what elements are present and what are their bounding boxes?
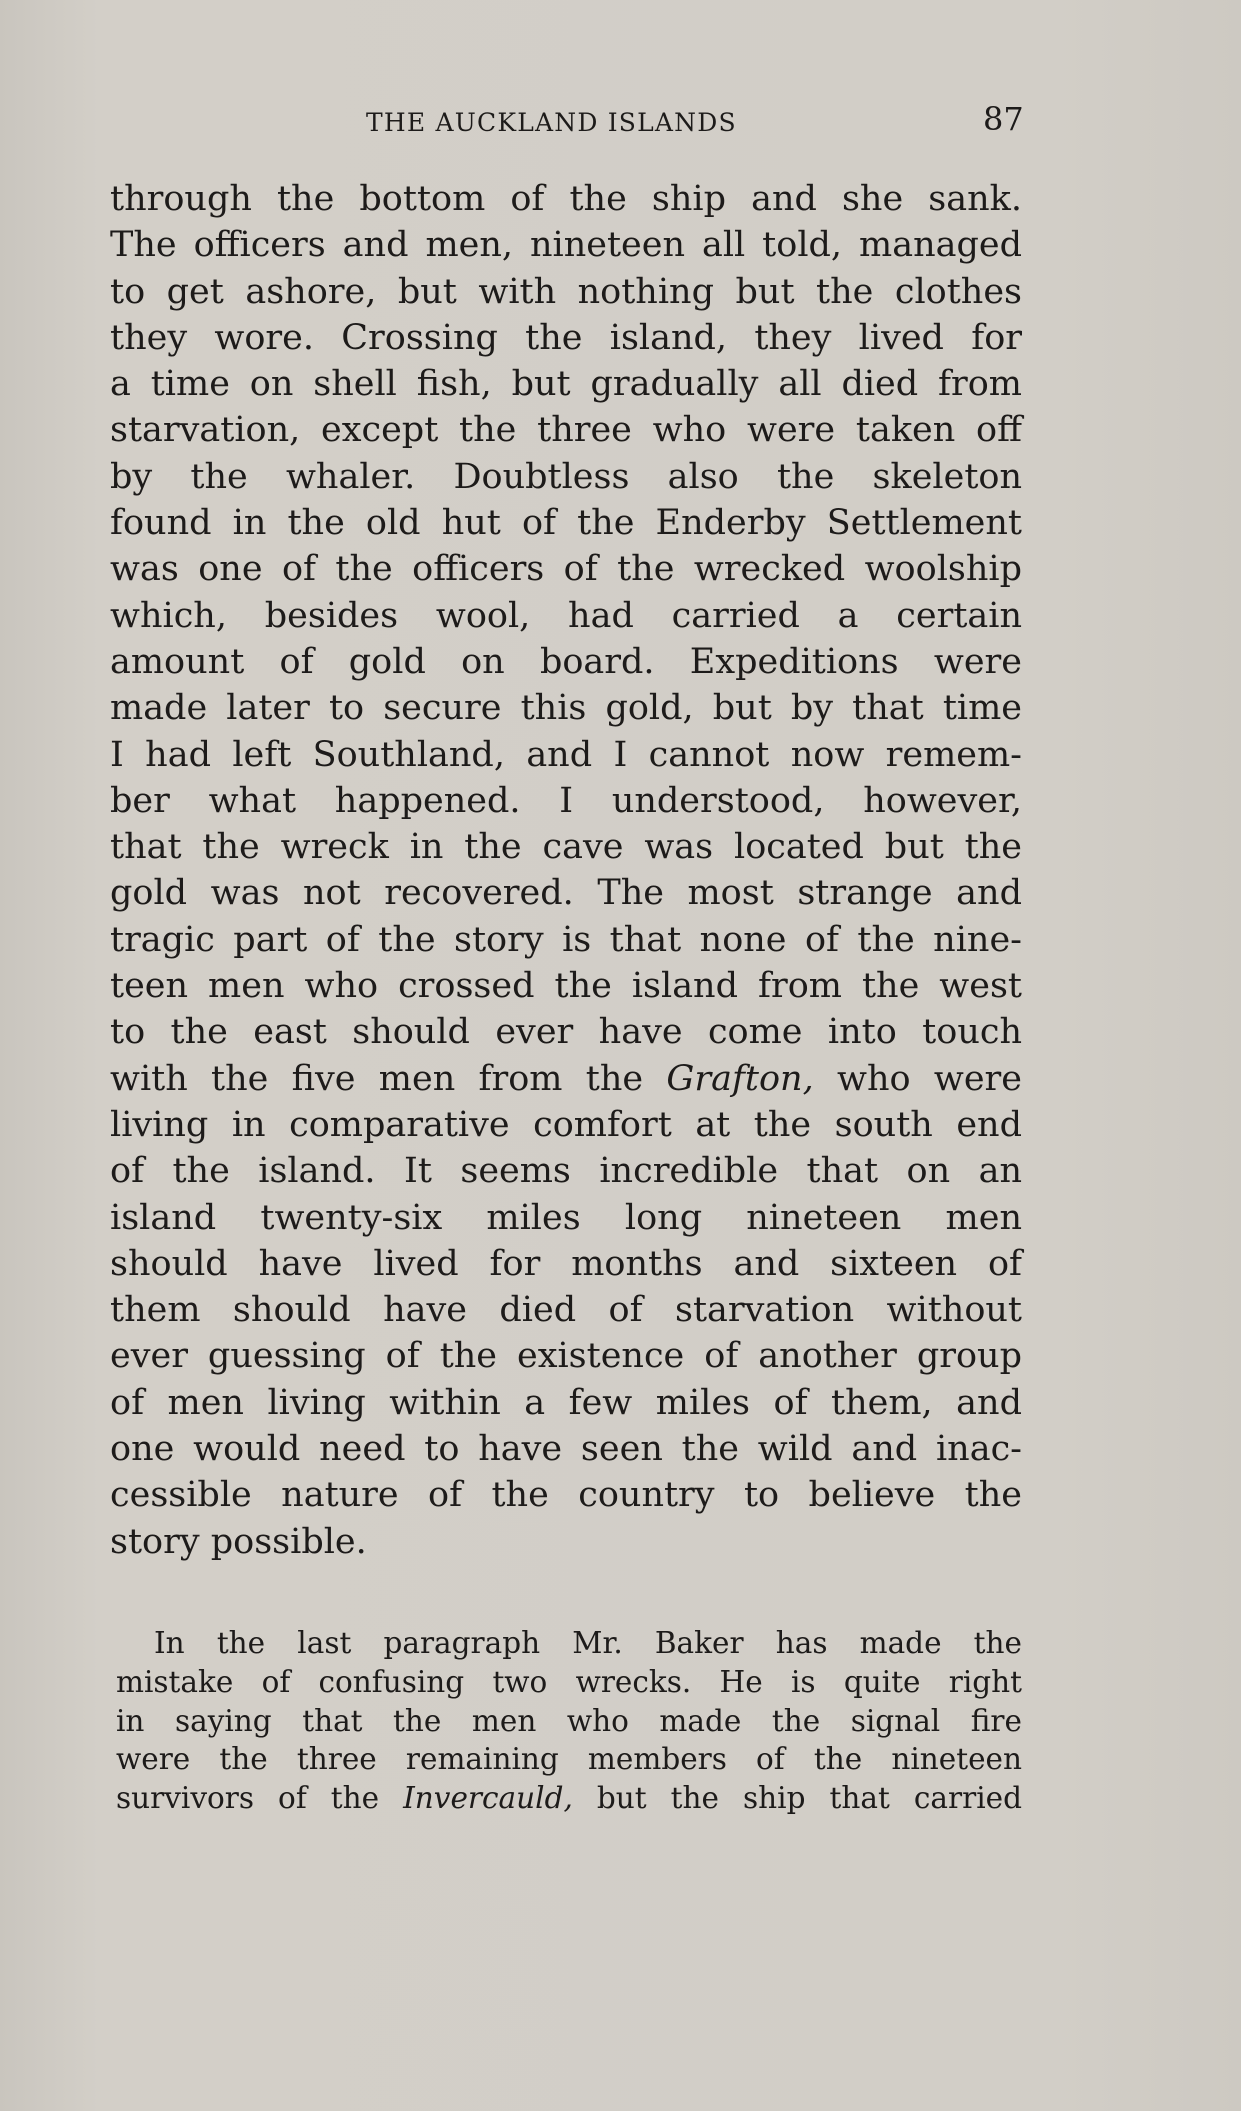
- note-line: were the three remaining members of the nineteen: [116, 1742, 1022, 1777]
- page-number: 87: [983, 100, 1024, 138]
- text-line: tragic part of the story is that none of the nine-: [110, 919, 1022, 960]
- text-line: by the whaler. Doubtless also the skeleton: [110, 456, 1022, 497]
- text-line: of men living within a few miles of them, and: [110, 1382, 1022, 1423]
- note-line: mistake of confusing two wrecks. He is quite right: [116, 1664, 1022, 1699]
- text-line: a time on shell fish, but gradually all died from: [110, 364, 1022, 405]
- text-line: I had left Southland, and I cannot now remem-: [110, 734, 1022, 775]
- text-line: that the wreck in the cave was located but the: [110, 827, 1022, 868]
- text-line: to the east should ever have come into touch: [110, 1012, 1022, 1053]
- text-line: of the island. It seems incredible that on an: [110, 1151, 1022, 1192]
- text-line-grafton: [110, 1056, 1022, 1102]
- running-head: [0, 100, 1241, 144]
- ship-name-grafton: Grafton,: [666, 1058, 814, 1099]
- text-segment: but the ship that carried: [572, 1781, 1022, 1816]
- text-line: gold was not recovered. The most strange and: [110, 873, 1022, 914]
- text-line: living in comparative comfort at the south end: [110, 1104, 1022, 1145]
- main-paragraph: [110, 176, 1022, 1565]
- note-line-invercauld: [116, 1779, 1022, 1818]
- text-line: teen men who crossed the island from the west: [110, 966, 1022, 1007]
- editorial-note: [116, 1624, 1022, 1818]
- text-line: ber what happened. I understood, however,: [110, 780, 1022, 821]
- note-line: in saying that the men who made the signal fire: [116, 1703, 1022, 1738]
- text-line: through the bottom of the ship and she sank.: [110, 179, 1022, 219]
- text-segment: who were: [813, 1058, 1022, 1099]
- text-line: island twenty-six miles long nineteen men: [110, 1197, 1022, 1238]
- text-line: ever guessing of the existence of another group: [110, 1336, 1022, 1377]
- text-line: amount of gold on board. Expeditions were: [110, 641, 1022, 682]
- text-line-last: story possible.: [110, 1521, 367, 1562]
- text-line: should have lived for months and sixteen of: [110, 1243, 1022, 1284]
- ship-name-invercauld: Invercauld,: [403, 1781, 573, 1816]
- text-line: cessible nature of the country to believe the: [110, 1475, 1022, 1516]
- text-segment: survivors of the: [116, 1781, 404, 1816]
- text-line: to get ashore, but with nothing but the clothes: [110, 271, 1022, 312]
- text-line: they wore. Crossing the island, they lived for: [110, 317, 1022, 358]
- text-line: starvation, except the three who were taken off: [110, 410, 1022, 451]
- running-title: THE AUCKLAND ISLANDS: [366, 108, 737, 137]
- text-line: found in the old hut of the Enderby Settlement: [110, 503, 1022, 544]
- text-line: made later to secure this gold, but by that time: [110, 688, 1022, 729]
- note-line: In the last paragraph Mr. Baker has made the: [154, 1626, 1022, 1660]
- text-line: one would need to have seen the wild and inac-: [110, 1429, 1022, 1470]
- text-line: which, besides wool, had carried a certain: [110, 595, 1022, 636]
- text-line: was one of the officers of the wrecked woolship: [110, 549, 1022, 590]
- text-line: The officers and men, nineteen all told, managed: [110, 225, 1022, 266]
- text-segment: with the five men from the: [110, 1058, 667, 1099]
- text-line: them should have died of starvation without: [110, 1290, 1022, 1331]
